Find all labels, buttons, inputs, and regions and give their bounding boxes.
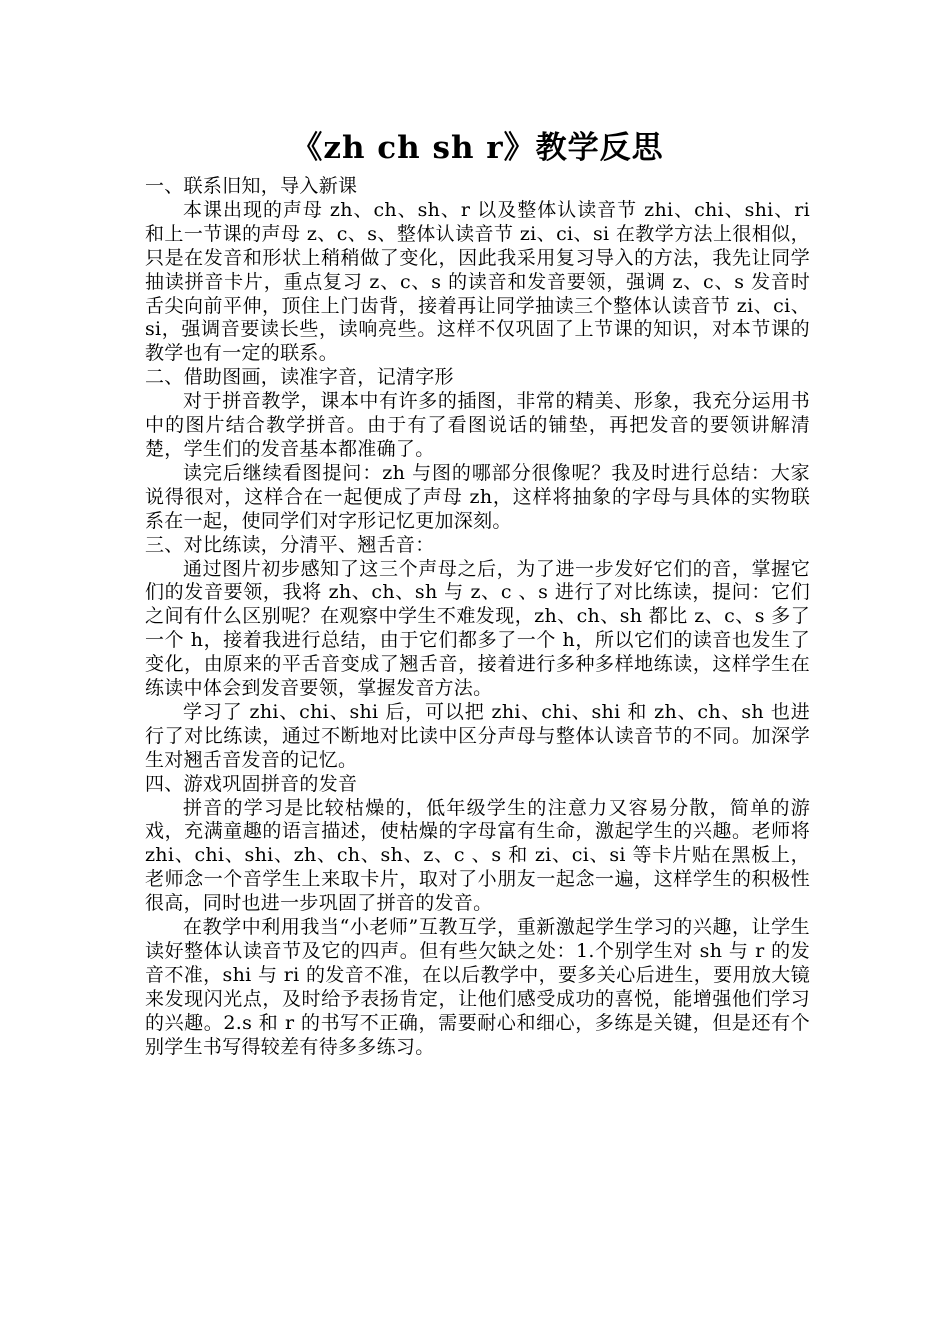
paragraph: 对于拼音教学，课本中有许多的插图，非常的精美、形象，我充分运用书中的图片结合教学拼音。由于有了看图说话的铺垫，再把发音的要领讲解清楚，学生们的发音基本都准确了。 [145,390,810,460]
section-1 [145,175,810,366]
section-heading: 三、对比练读，分清平、翘舌音： [145,533,435,556]
paragraph: 学习了 zhi、chi、shi 后，可以把 zhi、chi、shi 和 zh、ch、sh 也进行了对比练读，通过不断地对比读中区分声母与整体认读音节的不同。加深学生对翘舌音发音的记忆。 [145,700,810,771]
paragraph: 通过图片初步感知了这三个声母之后，为了进一步发好它们的音，掌握它们的发音要领，我将 zh、ch、sh 与 z、c 、s 进行了对比练读，提问：它们之间有什么区别呢？在观察中学生不难发现，zh、ch、sh 都比 z、c、s 多了一个 h，接着我进行总结，由于它们都多了一个 h，所以它们的读音也发生了变化，由原来的平舌音变成了翘舌音，接着进行多种多样地练读，这样学生在练读中体会到发音要领，掌握发音方法。 [145,557,810,700]
section-heading: 二、借助图画，读准字音，记清字形 [145,366,454,389]
section-3 [145,534,810,773]
section-2 [145,366,810,533]
paragraph: 在教学中利用我当“小老师”互教互学，重新激起学生学习的兴趣，让学生读好整体认读音节及它的四声。但有些欠缺之处：1.个别学生对 sh 与 r 的发音不准，shi 与 ri 的发音不准，在以后教学中，要多关心后进生，要用放大镜来发现闪光点，及时给予表扬肯定，让他们感受成功的喜悦，能增强他们学习的兴趣。2.s 和 r 的书写不正确，需要耐心和细心，多练是关键，但是还有个别学生书写得较差有待多多练习。 [145,916,810,1058]
section-4 [145,773,810,1060]
document-page [145,125,810,1060]
paragraph: 本课出现的声母 zh、ch、sh、r 以及整体认读音节 zhi、chi、shi、ri 和上一节课的声母 z、c、s、整体认读音节 zi、ci、si 在教学方法上很相似，只是在发音和形状上稍稍做了变化，因此我采用复习导入的方法，我先让同学抽读拼音卡片，重点复习 z、c、s 的读音和发音要领，强调 z、c、s 发音时舌尖向前平伸，顶住上门齿背，接着再让同学抽读三个整体认读音节 zi、ci、si，强调音要读长些，读响亮些。这样不仅巩固了上节课的知识，对本节课的教学也有一定的联系。 [145,198,810,365]
paragraph: 读完后继续看图提问：zh 与图的哪部分很像呢？我及时进行总结：大家说得很对，这样合在一起便成了声母 zh，这样将抽象的字母与具体的实物联系在一起，使同学们对字形记忆更加深刻。 [145,461,810,532]
paragraph: 拼音的学习是比较枯燥的，低年级学生的注意力又容易分散，简单的游戏，充满童趣的语言描述，使枯燥的字母富有生命，激起学生的兴趣。老师将 zhi、chi、shi、zh、ch、sh、z、c 、s 和 zi、ci、si 等卡片贴在黑板上，老师念一个音学生上来取卡片，取对了小朋友一起念一遍，这样学生的积极性很高，同时也进一步巩固了拼音的发音。 [145,796,810,915]
page-title: 《zh ch sh r》教学反思 [291,130,664,166]
section-heading: 四、游戏巩固拼音的发音 [145,772,358,795]
section-heading: 一、联系旧知，导入新课 [145,175,358,197]
